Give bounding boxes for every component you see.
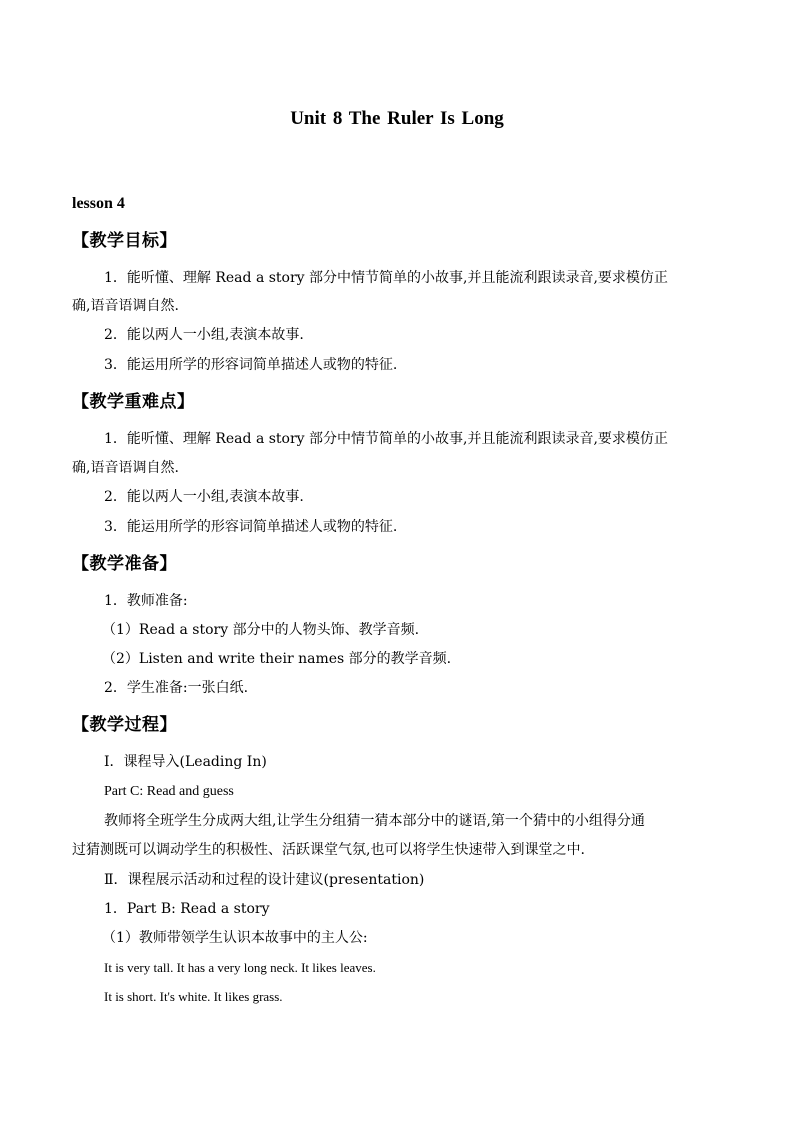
process-line-2: Part C: Read and guess [104,784,234,799]
preparation-line-1: 1．教师准备: [104,593,188,609]
key-points-line-3: 2．能以两人一小组,表演本故事. [104,489,304,505]
process-line-9: It is short. It's white. It likes grass. [104,989,283,1004]
section-heading-process: 【教学过程】 [72,715,177,735]
process-line-5: Ⅱ．课程展示活动和过程的设计建议(presentation) [104,872,425,888]
process-line-6: 1．Part B: Read a story [104,901,270,917]
key-points-line-2: 确,语音语调自然. [72,460,179,476]
process-line-4: 过猜测既可以调动学生的积极性、活跃课堂气氛,也可以将学生快速带入到课堂之中. [72,842,585,858]
process-line-7: （1）教师带领学生认识本故事中的主人公: [102,930,368,946]
section-heading-goals: 【教学目标】 [72,231,177,251]
goals-line-1: 1．能听懂、理解 Read a story 部分中情节简单的小故事,并且能流利跟读录音,要求模仿正 [104,270,668,286]
section-heading-preparation: 【教学准备】 [72,554,177,574]
preparation-line-4: 2．学生准备:一张白纸. [104,680,249,696]
goals-line-3: 2．能以两人一小组,表演本故事. [104,327,304,343]
goals-line-4: 3．能运用所学的形容词简单描述人或物的特征. [104,357,398,373]
process-line-8: It is very tall. It has a very long neck. It likes leaves. [104,960,376,975]
section-heading-key-points: 【教学重难点】 [72,392,195,412]
key-points-line-1: 1．能听懂、理解 Read a story 部分中情节简单的小故事,并且能流利跟读录音,要求模仿正 [104,431,668,447]
goals-line-2: 确,语音语调自然. [72,298,179,314]
preparation-line-2: （1）Read a story 部分中的人物头饰、教学音频. [102,622,420,638]
process-line-3: 教师将全班学生分成两大组,让学生分组猜一猜本部分中的谜语,第一个猜中的小组得分通 [104,813,645,829]
key-points-line-4: 3．能运用所学的形容词简单描述人或物的特征. [104,519,398,535]
preparation-line-3: （2）Listen and write their names 部分的教学音频. [102,651,452,667]
lesson-label: lesson 4 [72,195,125,212]
document-title: Unit 8 The Ruler Is Long [290,108,504,129]
process-line-1: Ⅰ．课程导入(Leading In) [104,754,267,770]
